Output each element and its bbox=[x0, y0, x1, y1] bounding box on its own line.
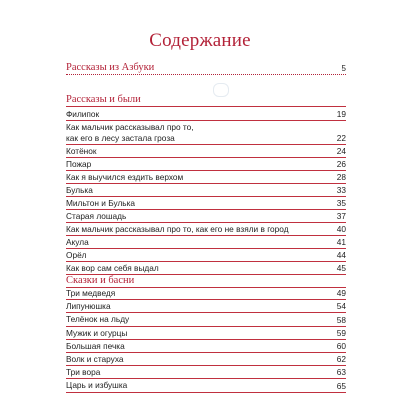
contents-entry bbox=[66, 184, 346, 197]
contents-entry bbox=[66, 236, 346, 249]
entry-title: Три медведя bbox=[66, 288, 116, 298]
page-number: 19 bbox=[336, 109, 346, 119]
contents-entry bbox=[66, 313, 346, 326]
contents-entry bbox=[66, 121, 346, 145]
entry-title: Липунюшка bbox=[66, 301, 111, 312]
page-number: 28 bbox=[336, 172, 346, 182]
page-title: Содержание bbox=[149, 30, 251, 51]
contents-entry bbox=[66, 171, 346, 184]
contents-entry bbox=[66, 197, 346, 210]
page-number: 37 bbox=[336, 211, 346, 221]
page-number: 40 bbox=[336, 224, 346, 234]
page-number: 35 bbox=[336, 198, 346, 208]
entry-title: Филипок bbox=[66, 109, 100, 119]
contents-entry bbox=[66, 223, 346, 236]
section-title: Рассказы и были bbox=[66, 94, 141, 105]
entry-title: Большая печка bbox=[66, 340, 125, 351]
page-number: 33 bbox=[336, 185, 346, 195]
page-number: 63 bbox=[336, 367, 346, 378]
page-number: 58 bbox=[336, 314, 346, 325]
entry-title: Как мальчик рассказывал про то, bbox=[66, 122, 194, 132]
entry-title: Царь и избушка bbox=[66, 380, 128, 391]
entry-title: Как вор сам себя выдал bbox=[66, 263, 159, 273]
contents-entry bbox=[66, 366, 346, 379]
entry-title: Мильтон и Булька bbox=[66, 198, 136, 208]
contents-entry bbox=[66, 379, 346, 392]
page-number: 24 bbox=[336, 146, 346, 156]
page-number: 44 bbox=[336, 250, 346, 260]
contents-entry bbox=[66, 340, 346, 353]
section-title: Сказки и басни bbox=[66, 275, 135, 286]
contents-entry bbox=[66, 249, 346, 262]
entry-title: Акула bbox=[66, 237, 89, 247]
entry-title: Телёнок на льду bbox=[66, 314, 130, 325]
contents-entry bbox=[66, 287, 346, 300]
entry-title: Волк и старуха bbox=[66, 353, 124, 364]
entry-title: Орёл bbox=[66, 250, 87, 260]
page-number: 60 bbox=[336, 340, 346, 351]
page-number: 41 bbox=[336, 237, 346, 247]
entry-title: Старая лошадь bbox=[66, 211, 127, 221]
page-number: 5 bbox=[341, 64, 346, 73]
entry-title-continued: как его в лесу застала гроза bbox=[66, 133, 175, 143]
page-number: 45 bbox=[336, 263, 346, 273]
entry-title: Котёнок bbox=[66, 146, 97, 156]
section-fairy-tales-and-fables bbox=[66, 273, 346, 288]
entry-title: Как мальчик рассказывал про то, как его не взяли в город bbox=[66, 224, 289, 234]
entry-title: Мужик и огурцы bbox=[66, 327, 128, 338]
contents-entry bbox=[66, 327, 346, 340]
page-number: 65 bbox=[336, 380, 346, 391]
section-stories-and-tales bbox=[66, 92, 346, 107]
entry-title: Пожар bbox=[66, 159, 92, 169]
page-number: 62 bbox=[336, 354, 346, 365]
contents-entry bbox=[66, 210, 346, 223]
contents-entry bbox=[66, 353, 346, 366]
page-number: 22 bbox=[336, 133, 346, 143]
entry-title: Как я выучился ездить верхом bbox=[66, 172, 184, 182]
page-number: 54 bbox=[336, 301, 346, 312]
page-number: 49 bbox=[336, 288, 346, 299]
page-number: 26 bbox=[336, 159, 346, 169]
contents-entry bbox=[66, 145, 346, 158]
contents-list-stories bbox=[66, 108, 346, 275]
contents-list-tales bbox=[66, 287, 346, 393]
section-stories-from-azbuka bbox=[66, 60, 346, 75]
contents-entry bbox=[66, 300, 346, 313]
contents-entry bbox=[66, 108, 346, 121]
page-number: 59 bbox=[336, 327, 346, 338]
entry-title: Три вора bbox=[66, 367, 101, 378]
entry-title: Булька bbox=[66, 185, 93, 195]
contents-entry bbox=[66, 158, 346, 171]
section-title: Рассказы из Азбуки bbox=[66, 62, 155, 73]
